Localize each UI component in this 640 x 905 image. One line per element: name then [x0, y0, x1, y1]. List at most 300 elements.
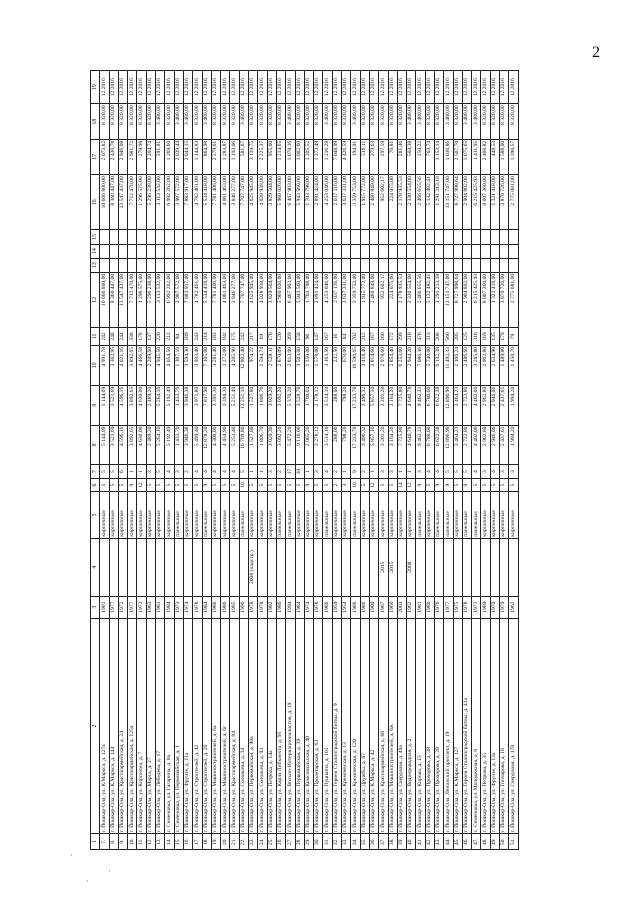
table-cell	[500, 230, 509, 244]
table-cell	[109, 538, 118, 596]
table-cell: кирпичные	[332, 492, 341, 538]
table-cell: 7 781 406,00	[211, 272, 220, 327]
table-cell: 2 460 849,00	[369, 175, 378, 230]
table-cell: 3 113 532,00	[156, 272, 165, 327]
table-cell: 5	[388, 478, 397, 491]
table-cell	[407, 230, 416, 244]
table-cell: 3 496,32	[360, 425, 369, 465]
table-cell: 5	[249, 478, 258, 491]
table-cell: 379,63	[369, 139, 378, 174]
table-cell	[360, 258, 369, 272]
table-cell: 1 703 798,00	[304, 272, 313, 327]
table-cell: 12.2016	[434, 71, 443, 104]
table-cell: 1960	[388, 596, 397, 618]
table-cell: 3 278,12	[314, 425, 323, 465]
table-cell: 8 320,00	[258, 104, 267, 139]
table-cell: кирпичные	[509, 492, 518, 538]
table-cell	[434, 230, 443, 244]
table-row	[500, 71, 509, 850]
table-cell: 8 320,00	[388, 104, 397, 139]
table-cell: 178	[137, 328, 146, 346]
table-cell: 2 437,61	[500, 385, 509, 425]
column-header: 2	[91, 618, 100, 834]
column-header: 4	[91, 538, 100, 596]
table-cell: 13.	[156, 834, 165, 850]
table-cell	[183, 258, 192, 272]
table-cell: 3 164,20	[388, 425, 397, 465]
table-cell: 12 802,40	[239, 345, 248, 385]
column-header: 16	[91, 175, 100, 230]
table-cell: 5	[472, 478, 481, 491]
table-cell: 135	[490, 328, 499, 346]
table-row	[146, 71, 155, 850]
table-cell: 3 394,30	[221, 385, 230, 425]
table-cell: 3 496,32	[360, 385, 369, 425]
table-cell: кирпичные	[109, 492, 118, 538]
table-cell	[314, 244, 323, 258]
table-cell	[462, 538, 471, 596]
table-cell	[202, 538, 211, 596]
table-cell: панельные	[444, 492, 453, 538]
table-cell: г. Йошкар-Ола, ул. К.Маркса, д. 127а	[100, 618, 109, 834]
table-cell: 1985	[230, 596, 239, 618]
table-cell: 2 466 655,56	[416, 272, 425, 327]
table-cell: 1962	[509, 596, 518, 618]
table-cell	[156, 538, 165, 596]
table-cell: 1 994,20	[509, 385, 518, 425]
table-cell: кирпичные	[230, 492, 239, 538]
table-cell: 6 253,60	[397, 345, 406, 385]
table-cell: 12.2016	[462, 71, 471, 104]
table-cell: г. Йошкар-Ола, ул. Соловьева, д. 93	[258, 618, 267, 834]
table-cell: 3 892,65	[128, 345, 137, 385]
table-cell	[193, 244, 202, 258]
table-cell	[462, 244, 471, 258]
table-cell: 137	[146, 328, 155, 346]
table-cell: 96	[304, 328, 313, 346]
table-cell: г. Йошкар-Ола, ул. Красноармейская, д. 84	[230, 618, 239, 834]
table-cell	[137, 244, 146, 258]
table-cell: 5 534 418,00	[202, 175, 211, 230]
table-cell: 2 204,74	[146, 139, 155, 174]
table-cell: г. Йошкар-Ола, ул. Героев Сталинградской битвы, д. 9	[332, 618, 341, 834]
table-cell: 4 991,78	[100, 345, 109, 385]
table-cell: 3 418,40	[360, 345, 369, 385]
table-cell: 5	[156, 465, 165, 478]
table-cell: 1 321 418,00	[490, 175, 499, 230]
table-cell: 27.	[286, 834, 295, 850]
table-cell: г. Йошкар-Ола, ул. Вольно-Интернационалистов, д. 19	[286, 618, 295, 834]
table-row	[100, 71, 109, 850]
table-cell: 1981	[416, 596, 425, 618]
table-cell: кирпичные	[146, 492, 155, 538]
table-row	[351, 71, 360, 850]
table-cell: 8 320,00	[379, 104, 388, 139]
table-cell	[174, 538, 183, 596]
table-cell: 864,98	[202, 139, 211, 174]
table-cell	[500, 258, 509, 272]
table-cell: 3	[379, 465, 388, 478]
table-cell: 1994	[286, 596, 295, 618]
table-cell: 20.	[221, 834, 230, 850]
table-cell	[304, 258, 313, 272]
table-cell	[258, 538, 267, 596]
table-cell: 4	[230, 465, 239, 478]
table-cell: 12.2016	[444, 71, 453, 104]
table-cell: 4 630,00	[137, 385, 146, 425]
table-cell	[249, 230, 258, 244]
table-cell: 7 883 917,00	[183, 175, 192, 230]
table-cell: 5 943 560,00	[295, 272, 304, 327]
table-cell: 29.	[304, 834, 313, 850]
table-cell: кирпичные	[369, 492, 378, 538]
table-cell: 3 464,23	[453, 385, 462, 425]
table-cell: 44.	[444, 834, 453, 850]
table-cell: 4 630,00	[137, 425, 146, 465]
table-cell: 2 486,60	[462, 345, 471, 385]
table-cell: 3 092,20	[276, 385, 285, 425]
table-cell: 1 193,06	[230, 139, 239, 174]
table-cell: 12.2016	[146, 71, 155, 104]
table-cell: 31.	[323, 834, 332, 850]
table-cell: 313	[425, 328, 434, 346]
table-cell	[425, 230, 434, 244]
table-cell	[304, 230, 313, 244]
table-cell: кирпичные	[481, 492, 490, 538]
table-cell	[342, 230, 351, 244]
table-cell: 5	[211, 478, 220, 491]
table-cell: 1984	[165, 596, 174, 618]
table-cell: 70,81	[388, 139, 397, 174]
table-cell: 1 291 213,18	[434, 175, 443, 230]
table-cell: 125	[462, 328, 471, 346]
table-cell	[332, 230, 341, 244]
table-cell: 250,22	[416, 139, 425, 174]
table-cell: 2 489,20	[146, 425, 155, 465]
table-cell: 167	[323, 328, 332, 346]
table-cell	[295, 230, 304, 244]
table-cell: кирпичные	[360, 492, 369, 538]
table-cell: 189	[183, 328, 192, 346]
table-cell	[165, 230, 174, 244]
table-cell: 6 467 903,00	[286, 272, 295, 327]
table-cell	[425, 538, 434, 596]
table-cell: г. Йошкар-Ола, ул. Строителей, д. 42	[193, 618, 202, 834]
table-cell: 2008	[407, 538, 416, 596]
table-cell: кирпичные	[388, 492, 397, 538]
table-cell	[258, 244, 267, 258]
table-cell: 1986	[360, 596, 369, 618]
table-cell: 5 132 482,41	[425, 175, 434, 230]
table-row	[416, 71, 425, 850]
table-cell: 1 390,57	[509, 139, 518, 174]
table-row	[249, 71, 258, 850]
table-cell: 19.	[211, 834, 220, 850]
table-cell: 8 320,00	[481, 104, 490, 139]
table-cell: 3 480,00	[444, 104, 453, 139]
table-cell: 69	[258, 328, 267, 346]
table-cell: 3 362,95	[109, 345, 118, 385]
table-cell	[137, 538, 146, 596]
column-header: 19	[91, 71, 100, 104]
table-cell: 12	[407, 478, 416, 491]
table-cell: 1977	[444, 596, 453, 618]
table-cell: 12.2016	[304, 71, 313, 104]
table-cell: 12.2016	[156, 71, 165, 104]
table-cell: 1 433,70	[174, 385, 183, 425]
table-cell	[100, 538, 109, 596]
table-cell: 3 163,50	[323, 345, 332, 385]
table-row	[453, 71, 462, 850]
table-cell: 3 503,00	[295, 345, 304, 385]
table-cell: 12.2016	[500, 71, 509, 104]
table-cell	[462, 230, 471, 244]
table-cell: 3 029,20	[267, 385, 276, 425]
table-cell: 1 433,70	[174, 425, 183, 465]
table-cell: 1900	[369, 596, 378, 618]
table-cell: 7 105,00	[202, 345, 211, 385]
table-cell: 1 527,80	[249, 425, 258, 465]
table-cell: 51.	[509, 834, 518, 850]
column-header: 7	[91, 465, 100, 478]
table-cell: 9	[416, 478, 425, 491]
table-row	[369, 71, 378, 850]
table-cell: 5	[276, 478, 285, 491]
table-cell: 8 320,00	[509, 104, 518, 139]
table-cell: 1 269,60	[165, 139, 174, 174]
table-cell: 12.2016	[369, 71, 378, 104]
table-cell: 7 707 747,00	[239, 272, 248, 327]
rotated-table-container	[90, 70, 560, 850]
table-cell: 10	[295, 465, 304, 478]
table-cell: 7 707 747,00	[239, 175, 248, 230]
table-cell: г. Йошкар-Ола, ул. Пушкина, д. 101	[323, 618, 332, 834]
table-cell	[453, 538, 462, 596]
table-cell: 2 978,60	[379, 345, 388, 385]
table-cell: 4 426,59	[342, 139, 351, 174]
table-cell: г. Йошкар-Ола, ул. Марса, д. 27	[146, 618, 155, 834]
table-cell: 3 933,40	[193, 345, 202, 385]
table-cell: 3 029,30	[267, 425, 276, 465]
table-row	[221, 71, 230, 850]
table-cell	[193, 538, 202, 596]
table-cell: 232,50	[332, 345, 341, 385]
table-cell: 7 712 470,00	[128, 175, 137, 230]
table-cell: 2 962,80	[481, 345, 490, 385]
table-cell: 5	[258, 478, 267, 491]
table-cell: 16 709,80	[239, 425, 248, 465]
table-cell	[276, 258, 285, 272]
table-cell: 12.2016	[295, 71, 304, 104]
table-cell: г. Йошкар-Ола, ул. Водопроводная, д. 2	[407, 618, 416, 834]
table-cell	[332, 244, 341, 258]
table-cell	[472, 230, 481, 244]
table-row	[434, 71, 443, 850]
table-cell: 7.	[100, 834, 109, 850]
table-row	[323, 71, 332, 850]
table-cell: 175	[230, 328, 239, 346]
column-header: 17	[91, 139, 100, 174]
table-cell: 2 904 802,00	[462, 272, 471, 327]
table-cell: 5 296 238,00	[146, 272, 155, 327]
table-cell: г. Йошкар-Ола, ул. Прохорова, д. 38	[425, 618, 434, 834]
table-cell	[342, 258, 351, 272]
table-row	[379, 71, 388, 850]
table-cell: 2	[332, 465, 341, 478]
table-cell: г. Йошкар-Ола, ул. Петрова, д. 35	[481, 618, 490, 834]
table-cell	[221, 244, 230, 258]
table-cell: 4 596,16	[118, 425, 127, 465]
table-cell: 2	[276, 465, 285, 478]
table-cell: 1974	[183, 596, 192, 618]
table-row	[118, 71, 127, 850]
table-cell: 1 703 798,00	[304, 175, 313, 230]
table-cell	[416, 538, 425, 596]
table-cell	[276, 230, 285, 244]
table-cell: 12.2016	[407, 71, 416, 104]
table-cell: 1978	[193, 596, 202, 618]
table-cell	[146, 230, 155, 244]
table-cell: 12.2016	[230, 71, 239, 104]
table-row	[407, 71, 416, 850]
table-cell: 3 846 277,00	[230, 175, 239, 230]
table-cell: 12.2016	[379, 71, 388, 104]
table-cell: 2 330 554,00	[407, 175, 416, 230]
table-cell: 2008 (надстр.)	[249, 538, 258, 596]
table-cell: 3 391,30	[211, 385, 220, 425]
table-cell: г. Йошкар-Ола, ул. Красноармейская, д. 24	[118, 618, 127, 834]
table-cell: 3 907 572,00	[174, 175, 183, 230]
table-cell: панельные	[323, 492, 332, 538]
table-cell: 8 320,00	[304, 104, 313, 139]
table-cell	[128, 538, 137, 596]
table-cell	[425, 258, 434, 272]
table-cell: 9	[462, 478, 471, 491]
table-cell: 3	[267, 465, 276, 478]
table-cell	[472, 538, 481, 596]
column-header: 18	[91, 104, 100, 139]
table-cell: 12.2016	[258, 71, 267, 104]
table-cell: 1971	[472, 596, 481, 618]
table-cell: 9 462,31	[416, 385, 425, 425]
column-header: 9	[91, 385, 100, 425]
table-cell: 158	[295, 328, 304, 346]
table-cell	[360, 230, 369, 244]
table-cell: 8 360 447,00	[109, 175, 118, 230]
table-cell: 84	[342, 328, 351, 346]
table-cell: 3 846 277,00	[230, 272, 239, 327]
table-row	[481, 71, 490, 850]
table-row	[342, 71, 351, 850]
table-cell: 3 514,10	[323, 425, 332, 465]
table-cell: 45.	[453, 834, 462, 850]
table-cell: 12 896,90	[444, 425, 453, 465]
table-cell: 3	[416, 465, 425, 478]
table-cell: 32.	[332, 834, 341, 850]
table-cell: 5 264,10	[156, 425, 165, 465]
table-cell	[137, 230, 146, 244]
table-cell: 5	[453, 478, 462, 491]
table-cell: 581,67	[239, 139, 248, 174]
table-cell: 2 813,00	[286, 345, 295, 385]
table-cell: 2 466 655,56	[416, 175, 425, 230]
table-cell: 2 209,60	[146, 345, 155, 385]
table-row	[174, 71, 183, 850]
table-cell: г. Йошкар-Ола, ул. Строителей, д. 26	[202, 618, 211, 834]
table-cell	[109, 230, 118, 244]
table-cell: кирпичные	[128, 492, 137, 538]
table-cell	[165, 244, 174, 258]
table-cell: 170	[267, 328, 276, 346]
table-cell	[490, 258, 499, 272]
table-cell: 285	[453, 328, 462, 346]
table-row	[128, 71, 137, 850]
table-cell	[462, 258, 471, 272]
table-cell: 49.	[490, 834, 499, 850]
table-cell: 2 437,61	[500, 425, 509, 465]
table-cell: 3	[500, 465, 509, 478]
table-cell: 3 480,00	[416, 104, 425, 139]
table-cell: 478	[416, 328, 425, 346]
table-cell: 5 264,10	[156, 385, 165, 425]
table-cell: 2 528,11	[267, 345, 276, 385]
table-cell: кирпичные	[100, 492, 109, 538]
table-cell: 5	[314, 478, 323, 491]
table-cell: 4 945,50	[156, 345, 165, 385]
table-cell	[221, 258, 230, 272]
table-cell: г. Йошкар-Ола, ул. Свердлова, д. 170	[509, 618, 518, 834]
table-cell: 4 466,58	[137, 345, 146, 385]
table-cell: 12.2016	[249, 71, 258, 104]
table-cell: 5 857,10	[369, 425, 378, 465]
table-cell: 3 281,40	[211, 345, 220, 385]
table-cell: 12.2016	[509, 71, 518, 104]
table-cell: 5	[267, 478, 276, 491]
table-cell: 12.2016	[239, 71, 248, 104]
table-cell: 1970	[490, 596, 499, 618]
table-cell	[500, 538, 509, 596]
table-cell: 6 622,38	[434, 425, 443, 465]
table-cell: 10.	[128, 834, 137, 850]
table-cell: 8 320,00	[332, 104, 341, 139]
table-cell: 5	[490, 478, 499, 491]
table-cell	[481, 230, 490, 244]
table-cell	[174, 230, 183, 244]
table-cell: 4 253 046,00	[323, 175, 332, 230]
table-cell: панельные	[472, 492, 481, 538]
table-cell: 47.	[472, 834, 481, 850]
table-cell: 1 411,95	[472, 139, 481, 174]
table-cell: 2 870,09	[276, 345, 285, 385]
table-cell	[221, 538, 230, 596]
table-cell	[286, 258, 295, 272]
table-cell: 1 806,70	[258, 425, 267, 465]
table-cell	[481, 244, 490, 258]
table-cell: 43.	[434, 834, 443, 850]
table-cell: 8 320,00	[425, 104, 434, 139]
table-cell: 218	[407, 328, 416, 346]
table-row	[462, 71, 471, 850]
table-cell: 3 480,00	[239, 104, 248, 139]
table-cell: 5	[109, 478, 118, 491]
table-cell	[109, 258, 118, 272]
table-cell: 8 320,00	[137, 104, 146, 139]
table-cell: 3 480,00	[286, 104, 295, 139]
table-cell: 22.	[239, 834, 248, 850]
table-cell	[360, 538, 369, 596]
table-cell: 12.2016	[183, 71, 192, 104]
table-cell	[118, 538, 127, 596]
